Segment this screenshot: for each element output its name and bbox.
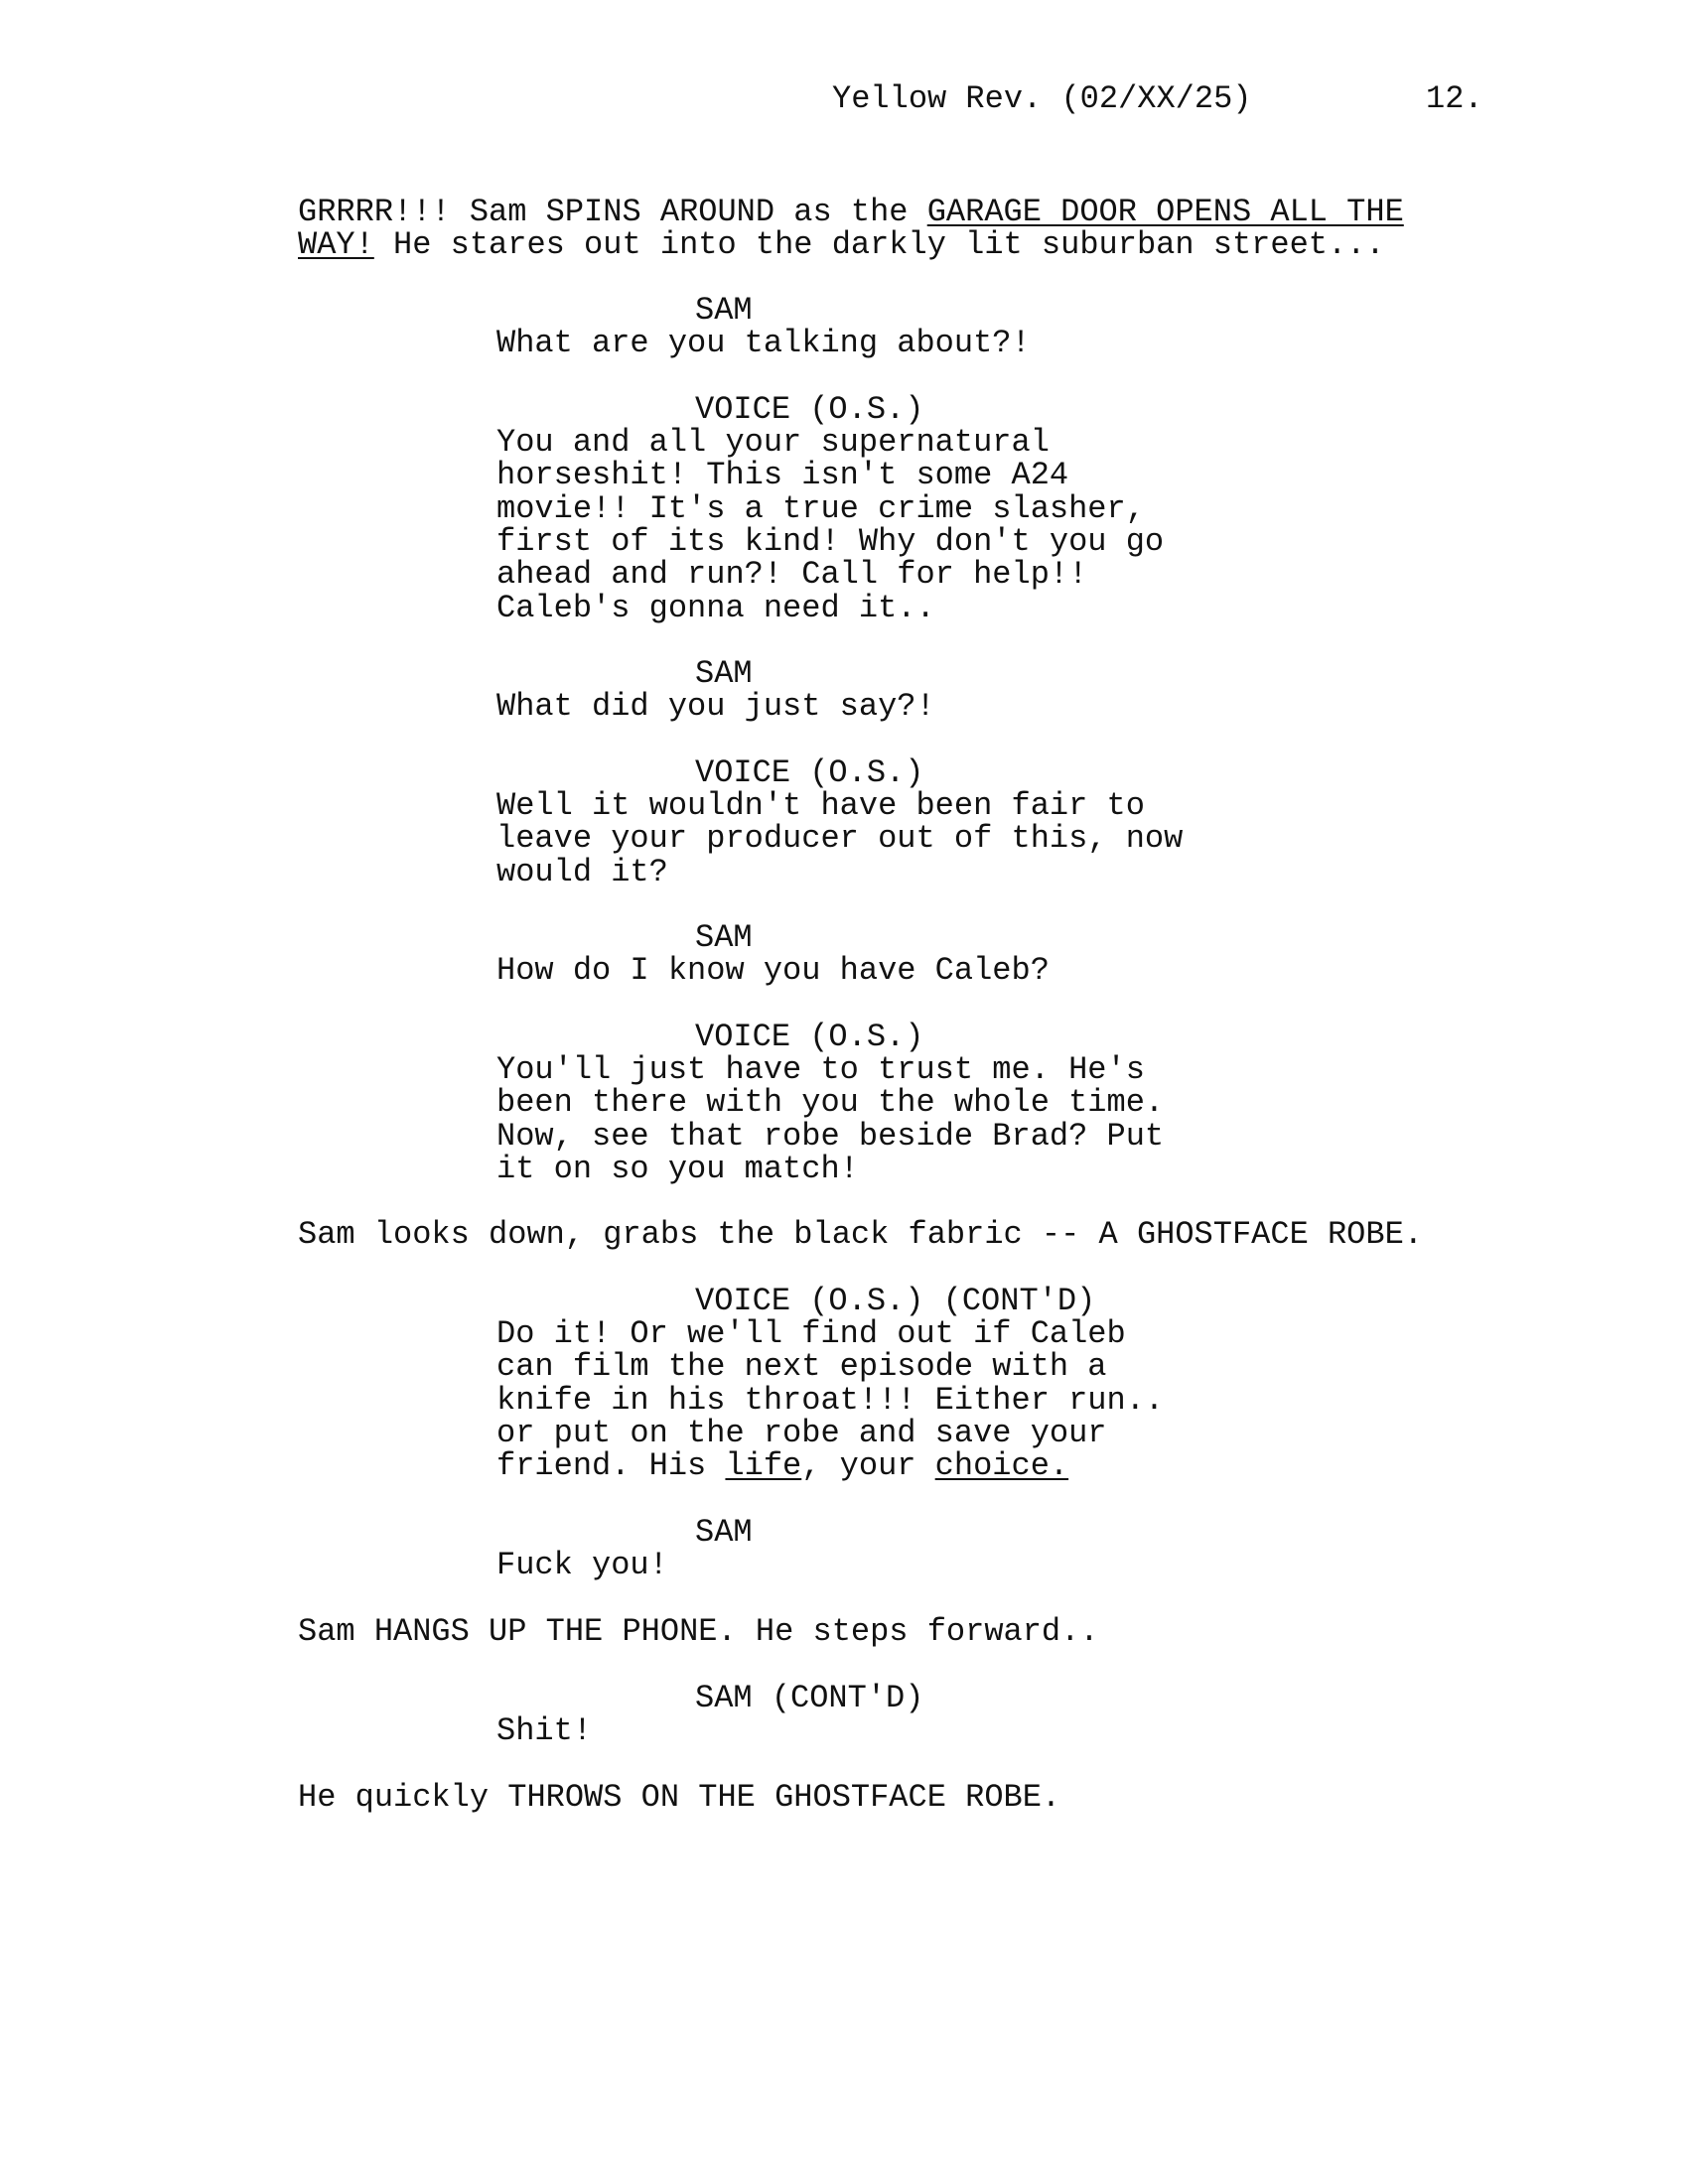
action-line (298, 228, 1385, 261)
action-line: Sam HANGS UP THE PHONE. He steps forward.. (298, 1613, 1099, 1650)
dialogue-line: You'll just have to trust me. He's (496, 1051, 1145, 1088)
page-number: 12. (1426, 80, 1483, 117)
character-cue: SAM (695, 292, 753, 329)
dialogue-line: can film the next episode with a (496, 1348, 1107, 1385)
underlined-text: choice. (934, 1447, 1069, 1484)
character-cue: SAM (CONT'D) (695, 1680, 924, 1716)
dialogue-text: , your (801, 1447, 935, 1484)
dialogue-line: Shit! (496, 1712, 593, 1749)
dialogue-text: friend. His (496, 1447, 726, 1484)
underlined-text: WAY! (298, 226, 374, 263)
dialogue-line: Caleb's gonna need it.. (496, 590, 935, 626)
underlined-text: life (725, 1447, 802, 1484)
character-cue: SAM (695, 1514, 753, 1551)
dialogue-line: been there with you the whole time. (496, 1084, 1165, 1121)
character-cue: VOICE (O.S.) (695, 1019, 924, 1055)
underlined-text: GARAGE DOOR OPENS ALL THE (926, 194, 1404, 230)
page-header (0, 79, 1688, 119)
dialogue-line: Now, see that robe beside Brad? Put (496, 1118, 1165, 1155)
action-line (298, 196, 1404, 228)
dialogue-line (496, 1449, 1068, 1482)
dialogue-line: movie!! It's a true crime slasher, (496, 490, 1145, 527)
dialogue-line: How do I know you have Caleb? (496, 952, 1050, 989)
dialogue-line: What did you just say?! (496, 688, 935, 725)
dialogue-line: would it? (496, 854, 668, 890)
action-line: Sam looks down, grabs the black fabric -- A GHOSTFACE ROBE. (298, 1216, 1423, 1253)
character-cue: VOICE (O.S.) (CONT'D) (695, 1283, 1096, 1319)
dialogue-line: horseshit! This isn't some A24 (496, 457, 1069, 493)
dialogue-line: You and all your supernatural (496, 424, 1050, 461)
character-cue: SAM (695, 919, 753, 956)
revision-label: Yellow Rev. (02/XX/25) (832, 80, 1252, 117)
action-text: GRRRR!!! Sam SPINS AROUND as the (298, 194, 927, 230)
dialogue-line: knife in his throat!!! Either run.. (496, 1382, 1165, 1419)
dialogue-line: Do it! Or we'll find out if Caleb (496, 1315, 1126, 1352)
dialogue-line: first of its kind! Why don't you go (496, 523, 1165, 560)
character-cue: VOICE (O.S.) (695, 391, 924, 428)
dialogue-line: ahead and run?! Call for help!! (496, 556, 1088, 593)
character-cue: SAM (695, 655, 753, 692)
dialogue-line: Well it wouldn't have been fair to (496, 787, 1145, 824)
dialogue-line: Fuck you! (496, 1547, 668, 1583)
dialogue-line: leave your producer out of this, now (496, 820, 1184, 857)
action-text: He stares out into the darkly lit suburban street... (373, 226, 1385, 263)
action-line: He quickly THROWS ON THE GHOSTFACE ROBE. (298, 1779, 1061, 1816)
dialogue-line: or put on the robe and save your (496, 1415, 1107, 1451)
character-cue: VOICE (O.S.) (695, 754, 924, 791)
dialogue-line: What are you talking about?! (496, 325, 1031, 361)
dialogue-line: it on so you match! (496, 1151, 859, 1187)
